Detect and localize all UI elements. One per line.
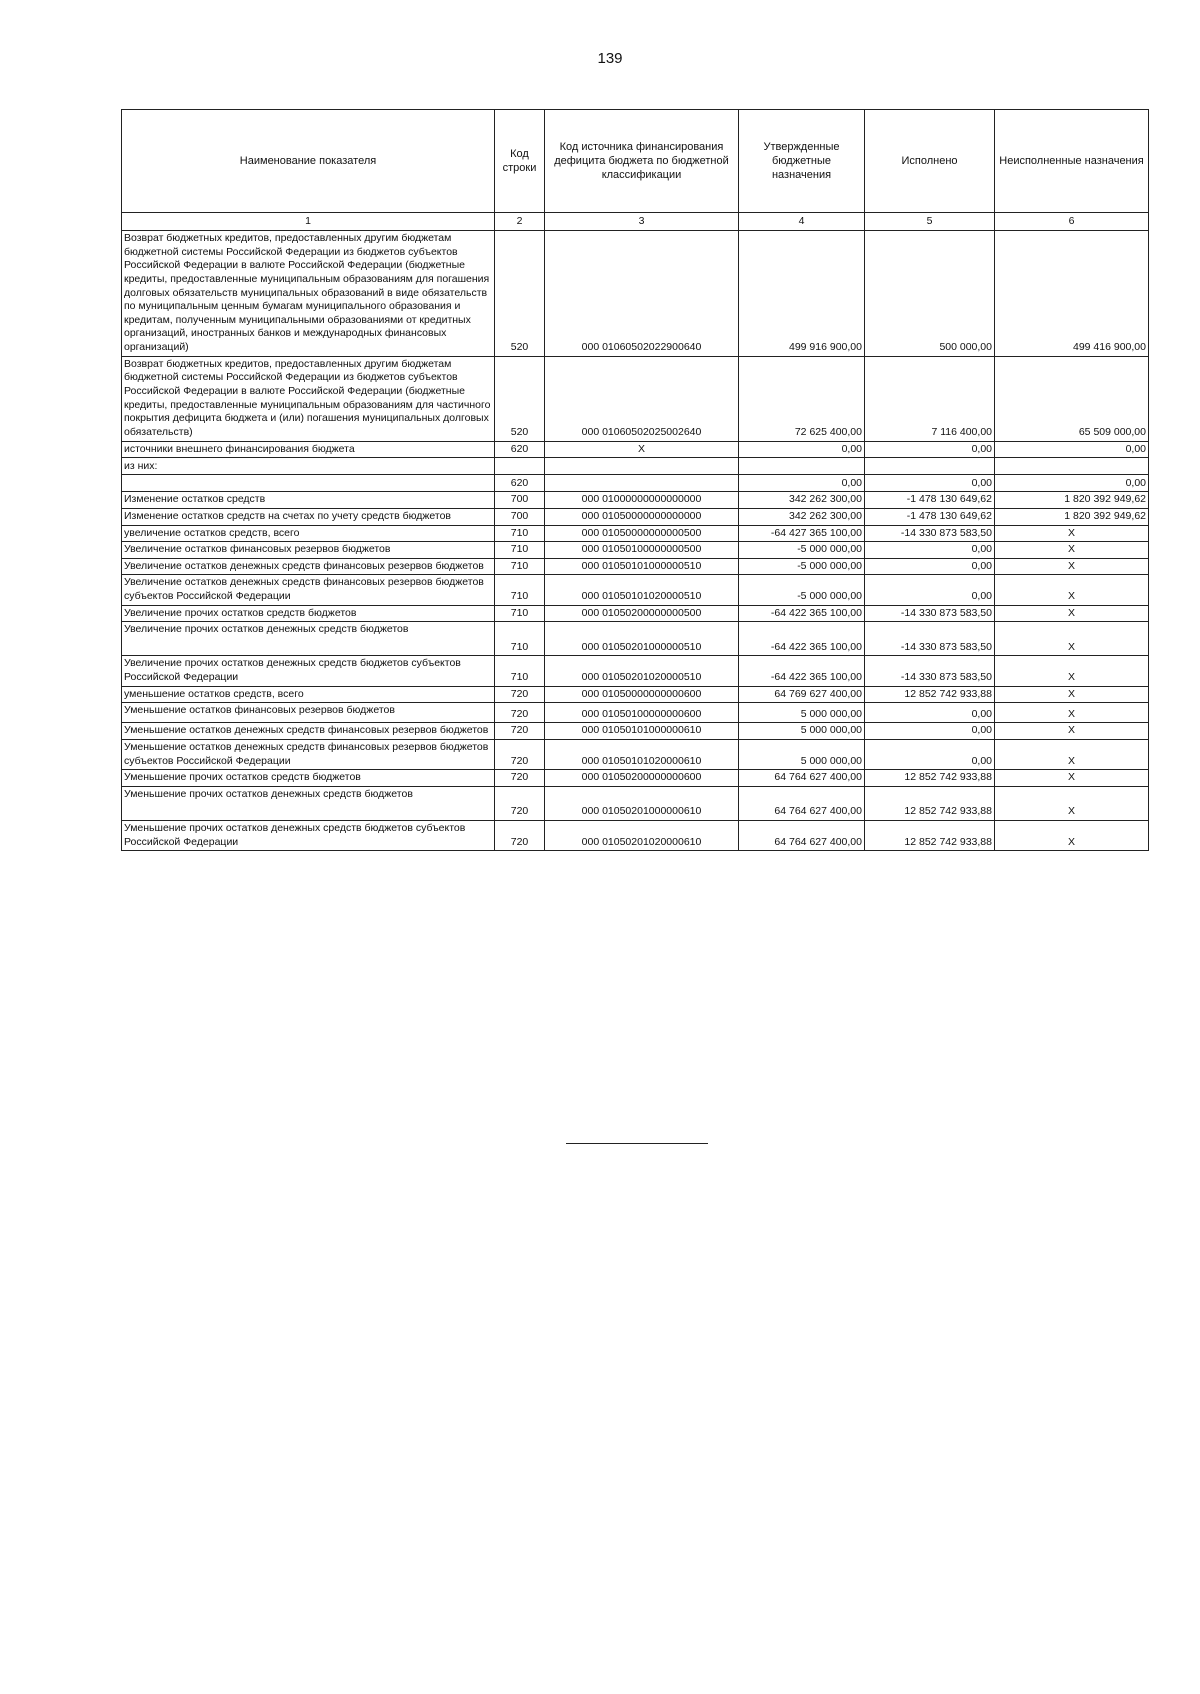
cell-code: 000 01050201000000510 <box>545 622 739 656</box>
cell-approved: 5 000 000,00 <box>739 723 865 740</box>
cell-approved: -5 000 000,00 <box>739 542 865 559</box>
cell-line: 720 <box>495 686 545 703</box>
cell-executed: 0,00 <box>865 475 995 492</box>
cell-code: 000 01050000000000000 <box>545 508 739 525</box>
cell-line: 710 <box>495 558 545 575</box>
cell-approved: 64 769 627 400,00 <box>739 686 865 703</box>
cell-approved: 64 764 627 400,00 <box>739 820 865 850</box>
cell-line: 520 <box>495 231 545 357</box>
cell-unexecuted: X <box>995 686 1149 703</box>
cell-name: Уменьшение прочих остатков денежных средств бюджетов субъектов Российской Федерации <box>122 820 495 850</box>
cell-unexecuted: 0,00 <box>995 475 1149 492</box>
cell-line: 720 <box>495 703 545 723</box>
cell-executed: 500 000,00 <box>865 231 995 357</box>
column-number: 6 <box>995 213 1149 231</box>
footer-divider-line <box>566 1143 708 1144</box>
cell-executed: 0,00 <box>865 739 995 769</box>
cell-approved: -5 000 000,00 <box>739 575 865 605</box>
table-row <box>122 508 1149 525</box>
cell-approved: 342 262 300,00 <box>739 508 865 525</box>
cell-name: увеличение остатков средств, всего <box>122 525 495 542</box>
cell-line: 720 <box>495 786 545 820</box>
cell-code: 000 01050101000000510 <box>545 558 739 575</box>
table-row <box>122 786 1149 820</box>
cell-code: 000 01060502022900640 <box>545 231 739 357</box>
cell-approved: 0,00 <box>739 475 865 492</box>
column-number: 2 <box>495 213 545 231</box>
cell-name: Увеличение остатков денежных средств финансовых резервов бюджетов субъектов Российской Федерации <box>122 575 495 605</box>
cell-unexecuted: X <box>995 703 1149 723</box>
table-row <box>122 723 1149 740</box>
cell-line: 720 <box>495 739 545 769</box>
table-row <box>122 739 1149 769</box>
cell-name: Увеличение остатков денежных средств финансовых резервов бюджетов <box>122 558 495 575</box>
cell-executed: 0,00 <box>865 703 995 723</box>
cell-unexecuted: X <box>995 605 1149 622</box>
cell-line: 520 <box>495 356 545 441</box>
table-row <box>122 458 1149 475</box>
cell-approved: 5 000 000,00 <box>739 703 865 723</box>
cell-line: 710 <box>495 656 545 686</box>
cell-name: Изменение остатков средств <box>122 492 495 509</box>
cell-line: 710 <box>495 525 545 542</box>
cell-code: 000 01050100000000500 <box>545 542 739 559</box>
cell-executed: -1 478 130 649,62 <box>865 508 995 525</box>
cell-approved: 64 764 627 400,00 <box>739 770 865 787</box>
cell-name <box>122 475 495 492</box>
column-number: 1 <box>122 213 495 231</box>
cell-unexecuted: 1 820 392 949,62 <box>995 492 1149 509</box>
cell-name: Уменьшение прочих остатков средств бюджетов <box>122 770 495 787</box>
cell-name: Возврат бюджетных кредитов, предоставленных другим бюджетам бюджетной системы Российской Федерации из бюджетов субъектов Российской Федерации в валюте Российской Федерации (бюджетные кредиты, предоставленные муниципальным образованиям для погашения долговых обязательств муниципальных образований в виде обязательств по муниципальным ценным бумагам муниципального образования и кредитам, полученным муниципальными образованиями от кредитных организаций, иностранных банков и международных финансовых организаций) <box>122 231 495 357</box>
page-number: 139 <box>597 50 623 67</box>
cell-line <box>495 458 545 475</box>
cell-approved: 499 916 900,00 <box>739 231 865 357</box>
table-row <box>122 820 1149 850</box>
cell-unexecuted: X <box>995 558 1149 575</box>
cell-approved: 72 625 400,00 <box>739 356 865 441</box>
header-line-code: Код строки <box>495 110 545 213</box>
cell-unexecuted: X <box>995 542 1149 559</box>
cell-unexecuted: 499 416 900,00 <box>995 231 1149 357</box>
cell-executed: -1 478 130 649,62 <box>865 492 995 509</box>
cell-unexecuted: X <box>995 820 1149 850</box>
cell-unexecuted: X <box>995 622 1149 656</box>
cell-executed: 0,00 <box>865 575 995 605</box>
table-row <box>122 622 1149 656</box>
cell-executed: 12 852 742 933,88 <box>865 786 995 820</box>
cell-name: Уменьшение остатков финансовых резервов бюджетов <box>122 703 495 723</box>
cell-code: 000 01050000000000600 <box>545 686 739 703</box>
cell-executed: 12 852 742 933,88 <box>865 770 995 787</box>
cell-line: 710 <box>495 575 545 605</box>
cell-approved: -64 422 365 100,00 <box>739 605 865 622</box>
table-row <box>122 558 1149 575</box>
cell-executed: 7 116 400,00 <box>865 356 995 441</box>
cell-line: 720 <box>495 723 545 740</box>
cell-code: 000 01060502025002640 <box>545 356 739 441</box>
table-row <box>122 525 1149 542</box>
cell-code <box>545 458 739 475</box>
cell-name: Уменьшение прочих остатков денежных средств бюджетов <box>122 786 495 820</box>
cell-code <box>545 475 739 492</box>
cell-name: из них: <box>122 458 495 475</box>
cell-unexecuted: X <box>995 575 1149 605</box>
cell-code: 000 01050100000000600 <box>545 703 739 723</box>
cell-code: 000 01050201020000510 <box>545 656 739 686</box>
table-row <box>122 575 1149 605</box>
cell-code: 000 01050200000000500 <box>545 605 739 622</box>
cell-executed <box>865 458 995 475</box>
cell-approved: -5 000 000,00 <box>739 558 865 575</box>
header-approved: Утвержденные бюджетные назначения <box>739 110 865 213</box>
cell-code: 000 01050201000000610 <box>545 786 739 820</box>
cell-code: 000 01050101020000610 <box>545 739 739 769</box>
table-row <box>122 656 1149 686</box>
table-header <box>122 110 1149 231</box>
cell-executed: 0,00 <box>865 558 995 575</box>
cell-line: 720 <box>495 770 545 787</box>
cell-name: Увеличение остатков финансовых резервов бюджетов <box>122 542 495 559</box>
cell-executed: 0,00 <box>865 723 995 740</box>
cell-unexecuted: X <box>995 786 1149 820</box>
cell-name: Увеличение прочих остатков средств бюджетов <box>122 605 495 622</box>
cell-unexecuted: X <box>995 525 1149 542</box>
table-row <box>122 542 1149 559</box>
cell-line: 710 <box>495 542 545 559</box>
table-row <box>122 475 1149 492</box>
cell-unexecuted: X <box>995 770 1149 787</box>
table-row <box>122 356 1149 441</box>
cell-line: 700 <box>495 492 545 509</box>
cell-approved: 5 000 000,00 <box>739 739 865 769</box>
cell-approved: -64 422 365 100,00 <box>739 622 865 656</box>
cell-code: 000 01050200000000600 <box>545 770 739 787</box>
cell-unexecuted: 1 820 392 949,62 <box>995 508 1149 525</box>
cell-name: Уменьшение остатков денежных средств финансовых резервов бюджетов субъектов Российской Федерации <box>122 739 495 769</box>
cell-name: уменьшение остатков средств, всего <box>122 686 495 703</box>
table-row <box>122 770 1149 787</box>
cell-line: 700 <box>495 508 545 525</box>
cell-code: 000 01050000000000500 <box>545 525 739 542</box>
cell-code: X <box>545 441 739 458</box>
cell-code: 000 01050101020000510 <box>545 575 739 605</box>
table-row <box>122 703 1149 723</box>
cell-executed: 0,00 <box>865 441 995 458</box>
cell-code: 000 01050201020000610 <box>545 820 739 850</box>
cell-name: Увеличение прочих остатков денежных средств бюджетов субъектов Российской Федерации <box>122 656 495 686</box>
cell-executed: 0,00 <box>865 542 995 559</box>
cell-line: 710 <box>495 622 545 656</box>
cell-executed: -14 330 873 583,50 <box>865 605 995 622</box>
table-body <box>122 231 1149 851</box>
table-row <box>122 686 1149 703</box>
cell-approved: 64 764 627 400,00 <box>739 786 865 820</box>
cell-approved: -64 427 365 100,00 <box>739 525 865 542</box>
cell-approved <box>739 458 865 475</box>
column-numbers-row <box>122 213 1149 231</box>
cell-unexecuted: X <box>995 723 1149 740</box>
cell-name: Изменение остатков средств на счетах по учету средств бюджетов <box>122 508 495 525</box>
cell-executed: -14 330 873 583,50 <box>865 622 995 656</box>
cell-executed: 12 852 742 933,88 <box>865 686 995 703</box>
cell-executed: -14 330 873 583,50 <box>865 525 995 542</box>
column-number: 4 <box>739 213 865 231</box>
cell-name: Уменьшение остатков денежных средств финансовых резервов бюджетов <box>122 723 495 740</box>
cell-unexecuted: X <box>995 739 1149 769</box>
cell-code: 000 01050101000000610 <box>545 723 739 740</box>
header-indicator-name: Наименование показателя <box>122 110 495 213</box>
budget-sources-table <box>121 109 1149 851</box>
table-row <box>122 231 1149 357</box>
cell-executed: 12 852 742 933,88 <box>865 820 995 850</box>
cell-unexecuted: X <box>995 656 1149 686</box>
cell-name: источники внешнего финансирования бюджета <box>122 441 495 458</box>
column-number: 5 <box>865 213 995 231</box>
cell-line: 620 <box>495 475 545 492</box>
cell-approved: 0,00 <box>739 441 865 458</box>
header-executed: Исполнено <box>865 110 995 213</box>
cell-line: 710 <box>495 605 545 622</box>
cell-line: 720 <box>495 820 545 850</box>
column-number: 3 <box>545 213 739 231</box>
cell-name: Увеличение прочих остатков денежных средств бюджетов <box>122 622 495 656</box>
cell-name: Возврат бюджетных кредитов, предоставленных другим бюджетам бюджетной системы Российской Федерации из бюджетов субъектов Российской Федерации в валюте Российской Федерации (бюджетные кредиты, предоставленные муниципальным образованиям для частичного покрытия дефицита бюджета и (или) погашения муниципальных долговых обязательств) <box>122 356 495 441</box>
cell-executed: -14 330 873 583,50 <box>865 656 995 686</box>
cell-unexecuted: 0,00 <box>995 441 1149 458</box>
cell-approved: -64 422 365 100,00 <box>739 656 865 686</box>
cell-line: 620 <box>495 441 545 458</box>
cell-code: 000 01000000000000000 <box>545 492 739 509</box>
header-unexecuted: Неисполненные назначения <box>995 110 1149 213</box>
cell-unexecuted <box>995 458 1149 475</box>
cell-unexecuted: 65 509 000,00 <box>995 356 1149 441</box>
table-row <box>122 605 1149 622</box>
cell-approved: 342 262 300,00 <box>739 492 865 509</box>
table-row <box>122 492 1149 509</box>
header-source-code: Код источника финансирования дефицита бюджета по бюджетной классификации <box>545 110 739 213</box>
table-row <box>122 441 1149 458</box>
